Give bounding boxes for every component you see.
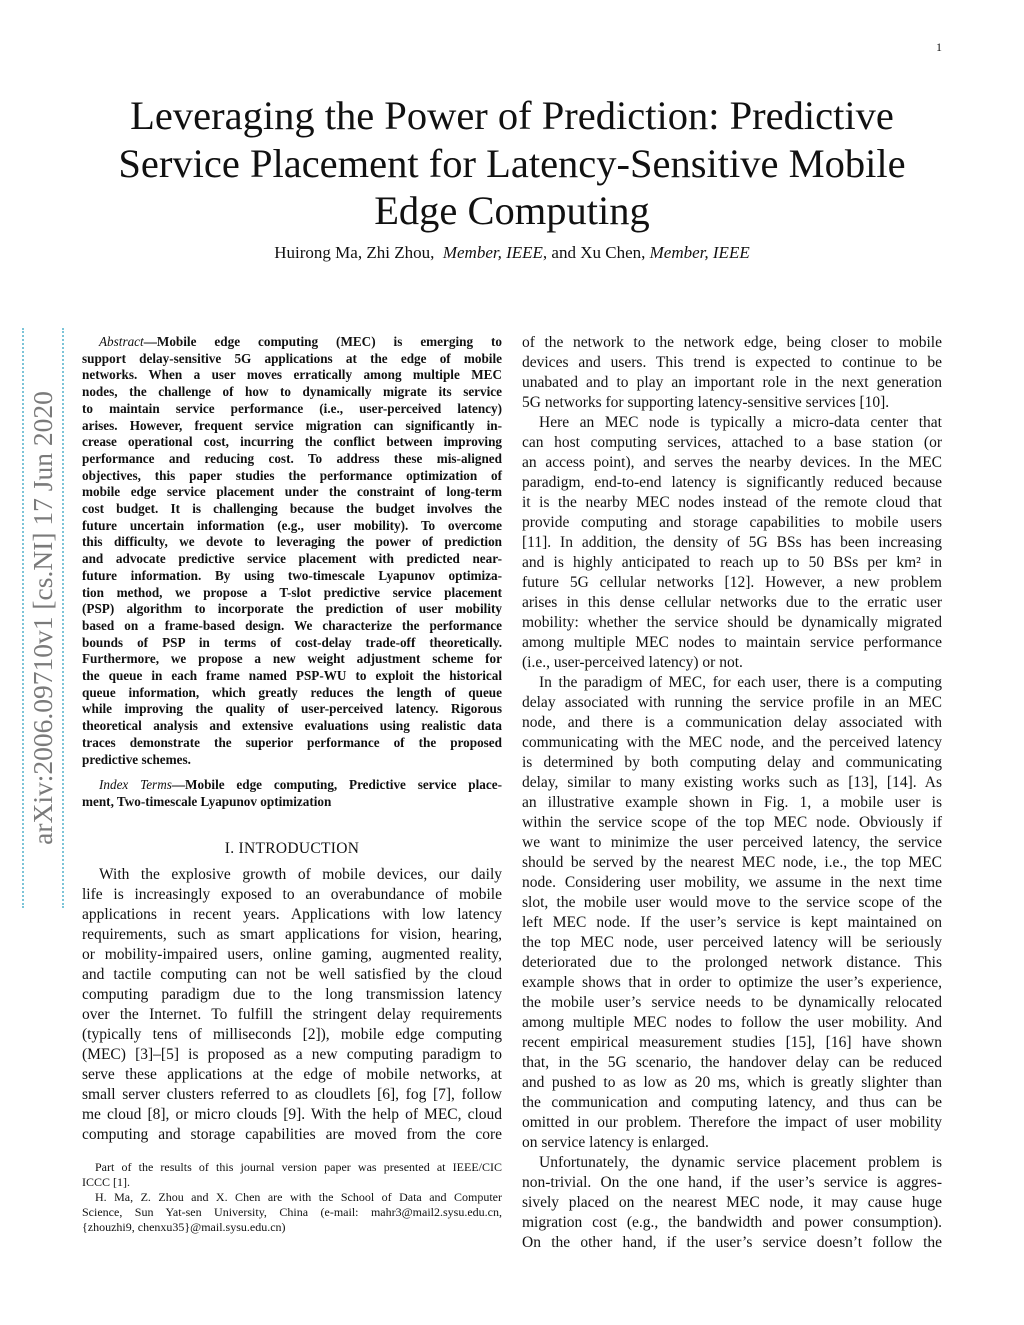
text-line <box>522 1133 942 1153</box>
arxiv-stamp-text: arXiv:2006.09710v1 [cs.NI] 17 Jun 2020 <box>27 391 58 845</box>
text-line-content: computing paradigm due to the long transmission latency <box>82 986 502 1003</box>
text-line <box>82 685 502 702</box>
text-line <box>82 534 502 551</box>
abstract-label: Abstract <box>99 334 144 349</box>
text-line-content: deteriorated due to the prolonged network distance. This <box>522 954 942 971</box>
text-line-content: me cloud [8], or micro clouds [9]. With the help of MEC, cloud <box>82 1106 502 1123</box>
text-line <box>522 813 942 833</box>
text-line-content: among multiple MEC nodes to follow the user mobility. And <box>522 1014 942 1031</box>
text-line <box>522 333 942 353</box>
text-line-content: Furthermore, we propose a new weight adjustment scheme for <box>82 651 502 667</box>
text-line <box>82 1160 502 1175</box>
text-line-content: {zhouzhi9, chenxu35}@mail.sysu.edu.cn) <box>82 1220 286 1234</box>
text-line-content: mobile edge service placement under the constraint of long-term <box>82 484 502 500</box>
text-line-content: can host computing services, attached to a base station (or <box>522 434 942 451</box>
text-line-content: non-trivial. On the one hand, if the user’s service is aggres- <box>522 1174 942 1191</box>
index-terms <box>82 777 502 810</box>
arxiv-stamp[interactable] <box>22 328 64 908</box>
text-line-content: delay, similar to many existing works such as [13], [14]. As <box>522 774 942 791</box>
text-line-content: ICCC [1]. <box>82 1175 130 1189</box>
text-line-content: Here an MEC node is typically a micro-data center that <box>539 414 942 431</box>
text-line <box>82 601 502 618</box>
text-line-content: H. Ma, Z. Zhou and X. Chen are with the School of Data and Computer <box>95 1190 502 1204</box>
text-line-content: over the Internet. To fulfill the stringent delay requirements <box>82 1006 502 1023</box>
text-line-content: predictive schemes. <box>82 751 191 767</box>
text-line <box>82 752 502 769</box>
text-line <box>82 367 502 384</box>
text-line <box>522 373 942 393</box>
text-line <box>82 885 502 905</box>
text-line-content: within the service scope of the top MEC node. Obviously if <box>522 814 942 831</box>
author-membership: Member, IEEE <box>649 243 750 262</box>
text-line-content: and tactile computing can not be well satisfied by the cloud <box>82 966 502 983</box>
text-line-content: (i.e., user-perceived latency) or not. <box>522 654 743 671</box>
text-line <box>522 973 942 993</box>
paragraph <box>522 333 942 413</box>
text-line <box>82 334 502 351</box>
text-line-content: small server clusters referred to as cloudlets [6], fog [7], follow <box>82 1086 502 1103</box>
text-line-content: —Mobile edge computing (MEC) is emerging to <box>143 334 502 349</box>
text-line <box>82 585 502 602</box>
text-line-content: Part of the results of this journal version paper was presented at IEEE/CIC <box>95 1160 502 1174</box>
section-heading: I. INTRODUCTION <box>224 840 360 857</box>
text-line <box>522 1013 942 1033</box>
text-line-content: support delay-sensitive 5G applications at the edge of mobile <box>82 350 502 366</box>
text-line <box>82 925 502 945</box>
text-line-content: provide computing and storage capabilities to mobile users <box>522 514 942 531</box>
text-line <box>82 484 502 501</box>
text-line <box>522 413 942 433</box>
text-line-content: arises. However, frequent service migration can significantly in- <box>82 417 502 433</box>
author-line <box>0 243 1024 263</box>
text-line <box>82 865 502 885</box>
paragraph <box>82 1160 502 1190</box>
text-line <box>522 873 942 893</box>
text-line-content: applications in recent years. Applications with low latency <box>82 906 502 923</box>
text-line-content: future 5G cellular networks [12]. However, a new problem <box>522 574 942 591</box>
text-line-content: theoretical analysis and extensive evaluations using realistic data <box>82 718 502 734</box>
paragraph <box>522 413 942 673</box>
text-line-content: sively placed on the nearest MEC node, it may cause huge <box>522 1194 942 1211</box>
text-line <box>82 384 502 401</box>
text-line <box>522 713 942 733</box>
text-line <box>82 568 502 585</box>
text-line-content: (typically tens of milliseconds [2]), mobile edge computing <box>82 1026 502 1043</box>
text-line <box>82 701 502 718</box>
text-line <box>522 833 942 853</box>
text-line-content: (PSP) algorithm to incorporate the prediction of user mobility <box>82 601 502 617</box>
text-line <box>522 473 942 493</box>
text-line-content: tion method, we propose a T-slot predictive service placement <box>82 584 502 600</box>
text-line <box>82 418 502 435</box>
text-line-content: to maintain service performance (i.e., user-perceived latency) <box>82 400 502 416</box>
text-line-content: objectives, this paper studies the performance optimization of <box>82 467 502 483</box>
text-line <box>522 733 942 753</box>
text-line <box>522 993 942 1013</box>
text-line-content: among multiple MEC nodes to maintain service performance <box>522 634 942 651</box>
text-line <box>522 1173 942 1193</box>
title-line: Edge Computing <box>374 188 650 233</box>
author-names: Huirong Ma, Zhi Zhou, <box>274 243 435 262</box>
text-line <box>82 1205 502 1220</box>
text-line <box>522 1213 942 1233</box>
text-line <box>522 1153 942 1173</box>
text-line-content: we want to minimize the user perceived latency, the service <box>522 834 942 851</box>
paragraph <box>522 1153 942 1253</box>
text-line-content: the communication and computing latency, and thus can be <box>522 1094 942 1111</box>
text-line <box>82 794 502 811</box>
text-line-content: cost budget. It is challenging because the budget involves the <box>82 501 502 517</box>
intro-left-column <box>82 865 502 1145</box>
text-line-content: the mobile user’s service needs to be dynamically relocated <box>522 994 942 1011</box>
text-line <box>82 501 502 518</box>
text-line <box>82 1025 502 1045</box>
text-line <box>522 513 942 533</box>
text-line-content: mobility: whether the service should be dynamically migrated <box>522 614 942 631</box>
index-terms-label: Index Terms <box>99 777 172 792</box>
text-line <box>522 493 942 513</box>
text-line-content: omitted in our problem. Therefore the impact of user mobility <box>522 1114 942 1131</box>
text-line <box>522 593 942 613</box>
text-line <box>82 985 502 1005</box>
text-line-content: computing and storage capabilities are moved from the core <box>82 1126 502 1143</box>
text-line <box>522 893 942 913</box>
text-line <box>82 434 502 451</box>
text-line-content: On the other hand, if the user’s service doesn’t follow the <box>522 1234 942 1251</box>
text-line-content: With the explosive growth of mobile devices, our daily <box>99 866 502 883</box>
text-line <box>82 401 502 418</box>
text-line <box>522 673 942 693</box>
text-line-content: devices and users. This trend is expected to continue to be <box>522 354 942 371</box>
text-line <box>82 1105 502 1125</box>
text-line <box>82 1220 502 1235</box>
text-line-content: it is the nearby MEC nodes instead of the remote cloud that <box>522 494 942 511</box>
text-line-content: Unfortunately, the dynamic service placement problem is <box>539 1154 942 1171</box>
text-line <box>82 1045 502 1065</box>
text-line-content: arises in this dense cellular networks due to the erratic user <box>522 594 942 611</box>
text-line-content: delay associated with running the service profile in an MEC <box>522 694 942 711</box>
text-line-content: ment, Two-timescale Lyapunov optimization <box>82 793 332 809</box>
text-line-content: on service latency is enlarged. <box>522 1134 709 1151</box>
text-line <box>522 853 942 873</box>
author-names: , and Xu Chen, <box>542 243 646 262</box>
text-line-content: the queue in each frame named PSP-WU to exploit the historical <box>82 668 502 684</box>
text-line-content: should be served by the nearest MEC node, i.e., the top MEC <box>522 854 942 871</box>
text-line <box>82 965 502 985</box>
text-line-content: 5G networks for supporting latency-sensitive services [10]. <box>522 394 890 411</box>
text-line <box>82 945 502 965</box>
text-line <box>82 551 502 568</box>
text-line-content: In the paradigm of MEC, for each user, there is a computing <box>539 674 942 691</box>
text-line <box>82 777 502 794</box>
text-line <box>522 793 942 813</box>
text-line <box>522 553 942 573</box>
text-line-content: serve these applications at the edge of mobile networks, at <box>82 1066 502 1083</box>
text-line-content: of the network to the network edge, being closer to mobile <box>522 334 942 351</box>
text-line <box>82 651 502 668</box>
text-line <box>522 433 942 453</box>
text-line-content: —Mobile edge computing, Predictive service place- <box>171 777 502 792</box>
text-line <box>82 1175 502 1190</box>
text-line-content: migration cost (e.g., the bandwidth and power consumption). <box>522 1214 942 1231</box>
text-line <box>82 468 502 485</box>
paper-title <box>0 92 1024 235</box>
text-line <box>82 1125 502 1145</box>
text-line <box>522 533 942 553</box>
text-line-content: while improving the quality of user-perceived latency. Rigorous <box>82 701 502 717</box>
text-line <box>522 1233 942 1253</box>
text-line-content: an illustrative example shown in Fig. 1, a mobile user is <box>522 794 942 811</box>
text-line <box>82 351 502 368</box>
text-line <box>82 618 502 635</box>
text-line-content: traces demonstrate the superior performance of the proposed <box>82 734 502 750</box>
text-line <box>82 1190 502 1205</box>
text-line-content: performance and reducing cost. To address these mis-aligned <box>82 450 502 466</box>
text-line <box>522 913 942 933</box>
text-line-content: requirements, such as smart applications for vision, hearing, <box>82 926 502 943</box>
text-line <box>522 1093 942 1113</box>
text-line <box>522 693 942 713</box>
paragraph <box>82 1190 502 1235</box>
footnotes <box>82 1160 502 1235</box>
text-line <box>82 718 502 735</box>
text-line <box>522 1053 942 1073</box>
text-line-content: Science, Sun Yat-sen University, China (e-mail: mahr3@mail2.sysu.edu.cn, <box>82 1205 502 1219</box>
text-line-content: that, in the 5G scenario, the handover delay can be reduced <box>522 1054 942 1071</box>
author-membership: Member, IEEE <box>442 243 543 262</box>
text-line-content: life is increasingly exposed to an overabundance of mobile <box>82 886 502 903</box>
text-line-content: communicating with the MEC node, and the perceived latency <box>522 734 942 751</box>
text-line <box>522 773 942 793</box>
text-line-content: example shows that in order to optimize the user’s experience, <box>522 974 942 991</box>
text-line-content: queue information, which greatly reduces the length of queue <box>82 684 502 700</box>
text-line <box>522 613 942 633</box>
text-line-content: this difficulty, we devote to leveraging the power of prediction <box>82 534 502 550</box>
text-line <box>82 905 502 925</box>
text-line <box>82 451 502 468</box>
text-line-content: is determined by both computing delay and communicating <box>522 754 942 771</box>
title-line: Service Placement for Latency-Sensitive Mobile <box>118 140 906 186</box>
text-line <box>82 668 502 685</box>
text-line <box>522 1193 942 1213</box>
text-line-content: bounds of PSP in terms of cost-delay trade-off theoretically. <box>82 634 502 650</box>
text-line-content: or mobility-impaired users, online gaming, augmented reality, <box>82 946 502 963</box>
text-line <box>82 1005 502 1025</box>
text-line-content: recent empirical measurement studies [15], [16] have shown <box>522 1034 942 1051</box>
text-line-content: networks. When a user moves erratically among multiple MEC <box>82 367 502 383</box>
text-line-content: future information. By using two-timescale Lyapunov optimiza- <box>82 567 502 583</box>
text-line-content: and pushed to as low as 20 ms, which is greatly slighter than <box>522 1074 942 1091</box>
text-line <box>82 1085 502 1105</box>
text-line <box>522 653 942 673</box>
text-line-content: and is highly anticipated to reach up to 50 BSs per km² in <box>522 554 942 571</box>
text-line <box>82 735 502 752</box>
text-line-content: left MEC node. If the user’s service is kept maintained on <box>522 914 942 931</box>
text-line-content: nodes, the challenge of how to dynamically migrate its service <box>82 384 502 400</box>
text-line <box>522 353 942 373</box>
text-line <box>522 953 942 973</box>
text-line <box>522 1113 942 1133</box>
text-line-content: based on a frame-based design. We characterize the performance <box>82 617 502 633</box>
text-line <box>522 453 942 473</box>
text-line <box>522 393 942 413</box>
text-line-content: an access point), and serves the nearby devices. In the MEC <box>522 454 942 471</box>
text-line <box>82 635 502 652</box>
text-line <box>522 573 942 593</box>
paragraph <box>82 865 502 1145</box>
text-line-content: (MEC) [3]–[5] is proposed as a new computing paradigm to <box>82 1046 502 1063</box>
text-line <box>522 1073 942 1093</box>
text-line <box>522 633 942 653</box>
text-line-content: unabated and to play an important role in the next generation <box>522 374 942 391</box>
abstract <box>82 334 502 768</box>
intro-right-column <box>522 333 942 1253</box>
text-line-content: [11]. In addition, the density of 5G BSs has been increasing <box>522 534 942 551</box>
text-line-content: crease operational cost, incurring the conflict between improving <box>82 434 502 450</box>
page-number: 1 <box>936 40 942 54</box>
title-line: Leveraging the Power of Prediction: Predictive <box>130 93 894 138</box>
text-line <box>522 933 942 953</box>
text-line-content: and advocate predictive service placement with predicted near- <box>82 551 502 567</box>
paragraph <box>522 673 942 1153</box>
text-line-content: node. Considering user mobility, we assume in the next time <box>522 874 942 891</box>
text-line-content: the top MEC node, user perceived latency will be seriously <box>522 934 942 951</box>
text-line-content: slot, the mobile user would move to the service scope of the <box>522 894 942 911</box>
text-line <box>522 753 942 773</box>
text-line-content: node, and there is a communication delay associated with <box>522 714 942 731</box>
text-line <box>522 1033 942 1053</box>
text-line <box>82 518 502 535</box>
text-line-content: future uncertain information (e.g., user mobility). To overcome <box>82 517 502 533</box>
text-line <box>82 1065 502 1085</box>
text-line-content: paradigm, end-to-end latency is significantly reduced because <box>522 474 942 491</box>
